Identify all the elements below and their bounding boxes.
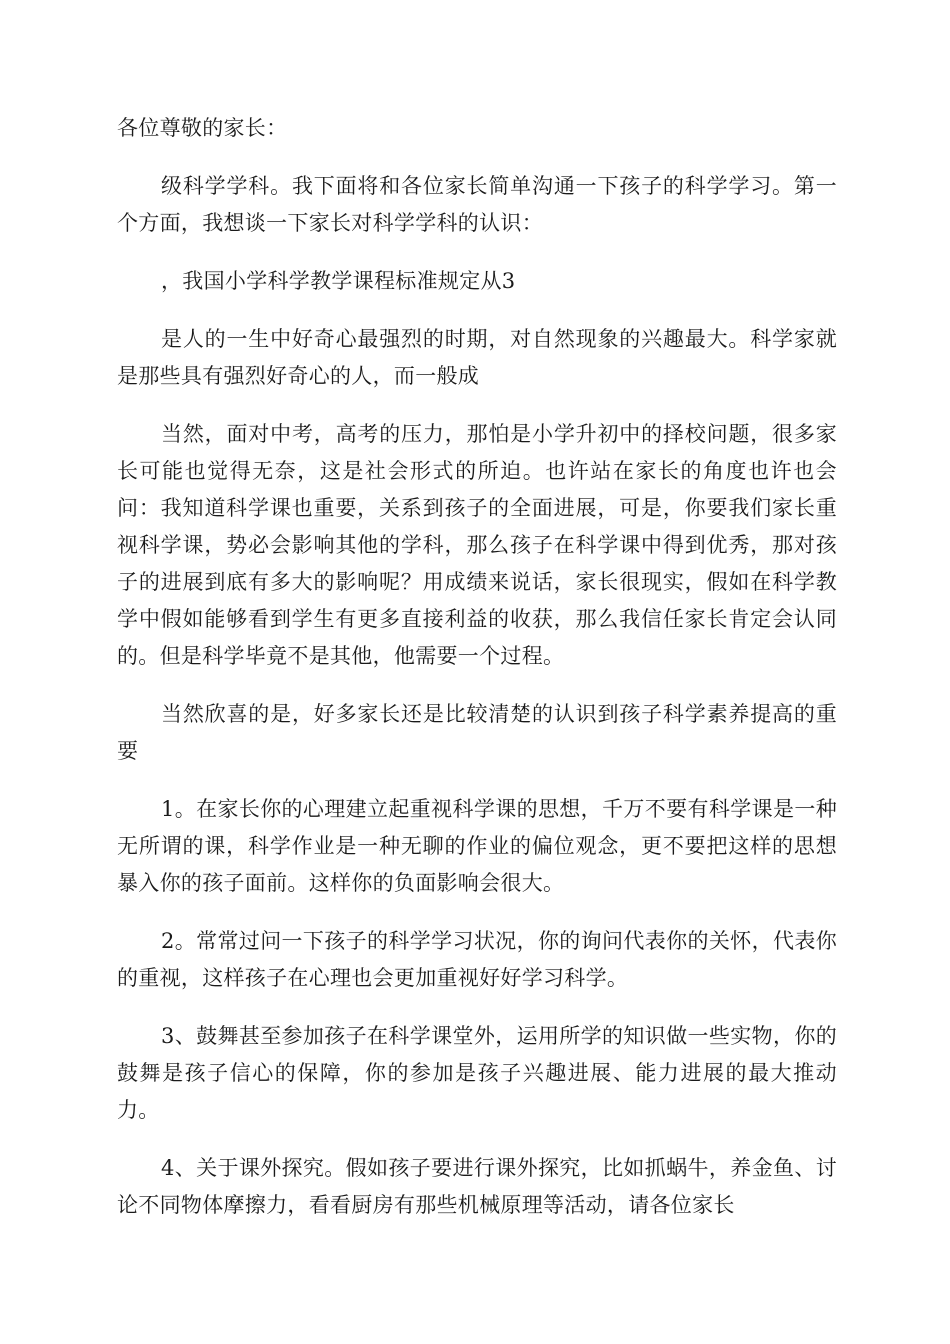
point-2-paragraph: 2。常常过问一下孩子的科学学习状况，你的询问代表你的关怀，代表你的重视，这样孩子在心理也会更加重视好好学习科学。 xyxy=(117,929,837,990)
point-3-paragraph: 3、鼓舞甚至参加孩子在科学课堂外，运用所学的知识做一些实物，你的鼓舞是孩子信心的保障，你的参加是孩子兴趣进展、能力进展的最大推动力。 xyxy=(117,1024,837,1122)
point-1-paragraph: 1。在家长你的心理建立起重视科学课的思想，千万不要有科学课是一种无所谓的课，科学作业是一种无聊的作业的偏位观念，更不要把这样的思想暴入你的孩子面前。这样你的负面影响会很大。 xyxy=(117,797,837,895)
curiosity-paragraph: 是人的一生中好奇心最强烈的时期，对自然现象的兴趣最大。科学家就是那些具有强烈好奇心的人，而一般成 xyxy=(117,327,837,388)
greeting-paragraph: 各位尊敬的家长： xyxy=(117,116,288,140)
intro-paragraph: 级科学学科。我下面将和各位家长简单沟通一下孩子的科学学习。第一个方面，我想谈一下家长对科学学科的认识： xyxy=(117,174,837,235)
curriculum-standard-paragraph: ，我国小学科学教学课程标准规定从3 xyxy=(161,269,516,293)
document-body xyxy=(117,110,837,1245)
point-4-paragraph: 4、关于课外探究。假如孩子要进行课外探究，比如抓蜗牛，养金鱼、讨论不同物体摩擦力，看看厨房有那些机械原理等活动，请各位家长 xyxy=(117,1156,837,1217)
awareness-paragraph: 当然欣喜的是，好多家长还是比较清楚的认识到孩子科学素养提高的重要 xyxy=(117,702,837,763)
exam-pressure-paragraph: 当然，面对中考，高考的压力，那怕是小学升初中的择校问题，很多家长可能也觉得无奈，这是社会形式的所迫。也许站在家长的角度也许也会问：我知道科学课也重要，关系到孩子的全面进展，可是，你要我们家长重视科学课，势必会影响其他的学科，那么孩子在科学课中得到优秀，那对孩子的进展到底有多大的影响呢？用成绩来说话，家长很现实，假如在科学教学中假如能够看到学生有更多直接利益的收获，那么我信任家长肯定会认同的。但是科学毕竟不是其他，他需要一个过程。 xyxy=(117,422,837,668)
